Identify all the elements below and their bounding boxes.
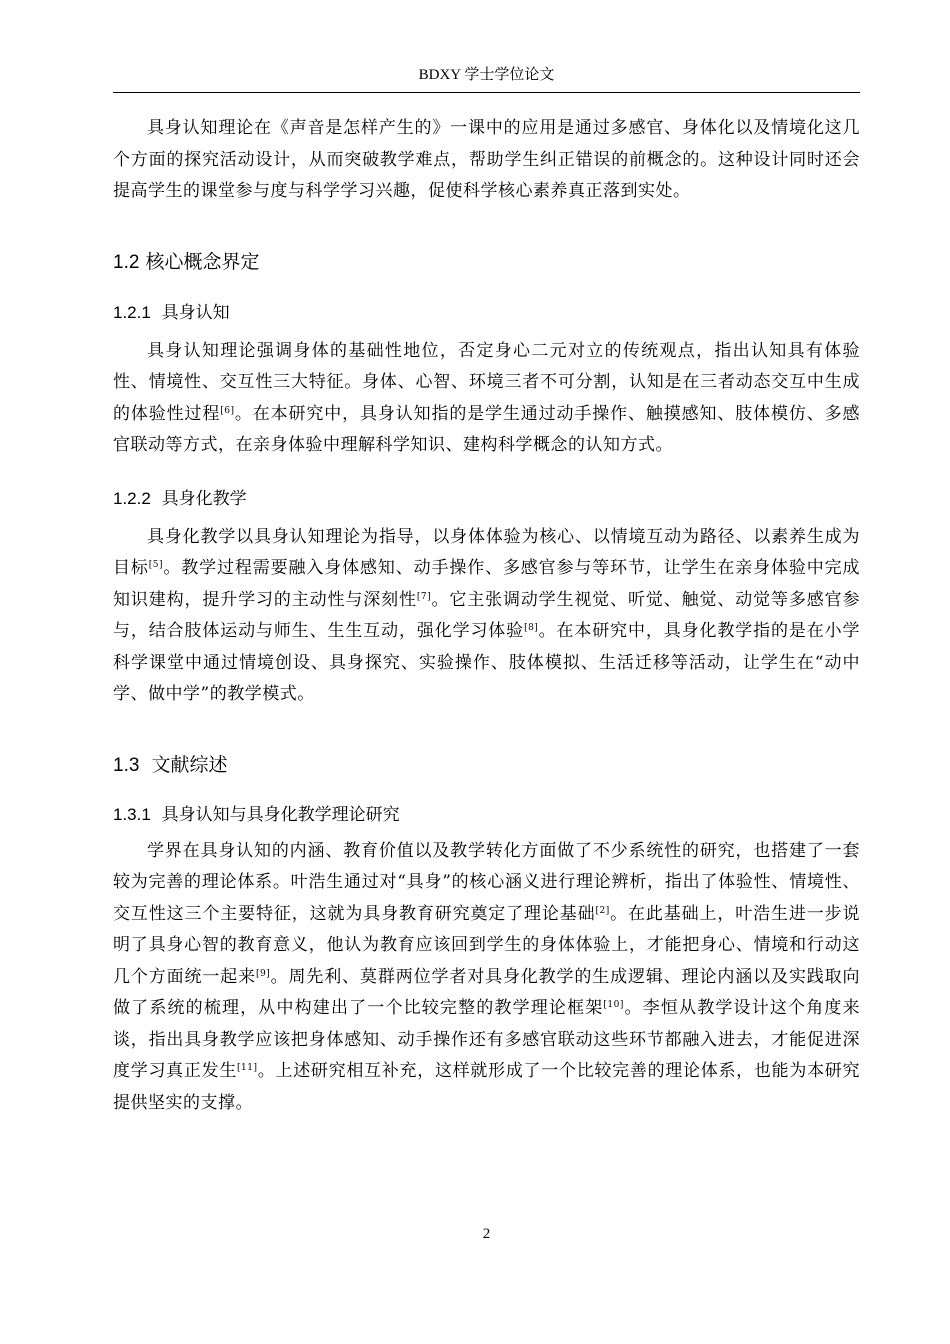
subsection-heading-1-2-1 — [113, 300, 860, 326]
running-header: BDXY 学士学位论文 — [418, 67, 555, 83]
citation: [2] — [595, 905, 610, 916]
paragraph-embodied-teaching — [113, 522, 860, 711]
text-run: 。教学过程需要融入身体感知、动手操作、多感官参与等环节，让学生在亲身体验中完成知识建构，提升学习的主动性与深刻性 — [113, 558, 861, 610]
section-heading-1-2 — [113, 248, 860, 277]
section-number: 1.3 — [113, 754, 140, 776]
subsection-title: 具身认知 — [161, 302, 230, 323]
text-run: 。在此基础上，叶浩生进一步说明了具身心智的教育意义，他认为教育应该回到学生的身体体验上，才能把身心、情境和行动这几个方面统一起来 — [113, 903, 861, 987]
subsection-number: 1.2.1 — [113, 302, 151, 322]
section-title: 文献综述 — [151, 753, 228, 776]
text-run: 。李恒从教学设计这个角度来谈，指出具身教学应该把身体感知、动手操作还有多感官联动这些环节都融入进去，才能促进深度学习真正发生 — [113, 998, 861, 1081]
section-title: 核心概念界定 — [145, 250, 260, 273]
citation: [8] — [524, 623, 539, 633]
citation: [9] — [255, 968, 271, 979]
page-number: 2 — [482, 1226, 491, 1242]
intro-paragraph: 具身认知理论在《声音是怎样产生的》一课中的应用是通过多感官、身体化以及情境化这几个方面的探究活动设计，从而突破教学难点，帮助学生纠正错误的前概念的。这种设计同时还会提高学生的课堂参与度与科学学习兴趣，促使科学核心素养真正落到实处。 — [113, 118, 860, 201]
text-run: 。周先利、莫群两位学者对具身化教学的生成逻辑、理论内涵以及实践取向做了系统的梳理，从中构建出了一个比较完整的教学理论框架 — [113, 966, 861, 1018]
citation: [10] — [603, 1000, 624, 1010]
subsection-number: 1.3.1 — [113, 804, 151, 824]
text-run: 学界在具身认知的内涵、教育价值以及教学转化方面做了不少系统性的研究，也搭建了一套较为完善的理论体系。叶浩生通过对“具身”的核心涵义进行理论辨析，指出了体验性、情境性、交互性这三个主要特征，这就为具身教育研究奠定了理论基础 — [113, 840, 860, 924]
text-run: 。它主张调动学生视觉、听觉、触觉、动觉等多感官参与，结合肢体运动与师生、生生互动，强化学习体验 — [113, 589, 861, 641]
subsection-heading-1-3-1 — [113, 802, 860, 828]
body-text — [113, 113, 860, 1119]
paragraph-literature-review — [113, 836, 860, 1120]
text-run: 。在本研究中，具身化教学指的是在小学科学课堂中通过情境创设、具身探究、实验操作、肢体模拟、生活迁移等活动，让学生在“动中学、做中学”的教学模式。 — [113, 621, 861, 704]
text-run: 。上述研究相互补充，这样就形成了一个比较完善的理论体系，也能为本研究提供坚实的支撑。 — [113, 1061, 861, 1113]
citation: [5] — [148, 560, 163, 570]
header-rule — [113, 92, 860, 93]
paragraph-embodied-cognition — [113, 336, 860, 462]
subsection-heading-1-2-2 — [113, 486, 860, 512]
text-run: 具身认知理论强调身体的基础性地位，否定身心二元对立的传统观点，指出认知具有体验性、情境性、交互性三大特征。身体、心智、环境三者不可分割，认知是在三者动态交互中生成的体验性过程 — [113, 340, 860, 424]
citation: [11] — [237, 1063, 258, 1073]
text-run: 。在本研究中，具身认知指的是学生通过动手操作、触摸感知、肢体模仿、多感官联动等方式，在亲身体验中理解科学知识、建构科学概念的认知方式。 — [113, 403, 861, 455]
subsection-number: 1.2.2 — [113, 488, 151, 508]
section-heading-1-3 — [113, 751, 860, 780]
citation: [6] — [220, 405, 235, 416]
text-run: 具身化教学以具身认知理论为指导，以身体体验为核心、以情境互动为路径、以素养生成为目标 — [113, 526, 860, 578]
subsection-title: 具身认知与具身化教学理论研究 — [161, 804, 400, 825]
subsection-title: 具身化教学 — [161, 488, 247, 509]
section-number: 1.2 — [113, 251, 140, 273]
citation: [7] — [416, 591, 432, 602]
